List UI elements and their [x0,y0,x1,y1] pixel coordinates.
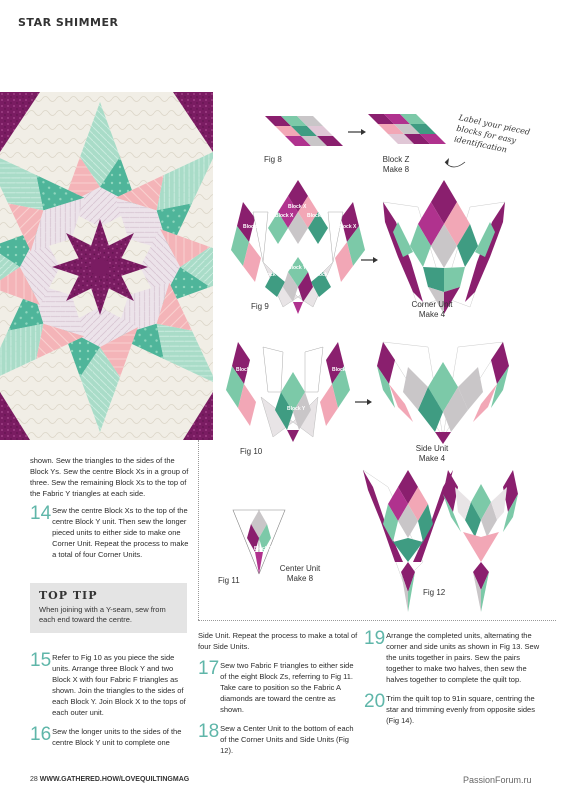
step-20: 20 Trim the quilt top to 91in square, centring the star and trimming evenly from opposite sides (Fig 14). [364,691,535,725]
fig11-caption: Center Unit Make 8 [279,564,321,583]
fig9-exploded [231,180,365,314]
divider-horizontal [198,620,556,621]
text-column-left [30,455,190,568]
block-y-label: Block Y [314,272,333,278]
block-x-label: Block X [275,213,294,219]
page-number: 28 [30,776,38,783]
fig9-label: Fig 9 [251,302,269,311]
page-footer [30,776,189,783]
footer-url[interactable]: WWW.GATHERED.HOW/LOVEQUILTINGMAG [39,776,190,783]
text-column-left-lower [30,652,190,756]
block-y-label: Block Y [262,272,281,278]
tip-title: TOP TIP [39,589,98,602]
block-x-label: Block X [307,213,326,219]
handwritten-note: Label your pieced blocks for easy identification [453,112,531,155]
block-y-label: Block Y [287,406,306,412]
step-17: 17 Sew two Fabric F triangles to either side of the eight Block Zs, referring to Fig 11. Take care to position so the Fabric A diamonds are toward the centre as shown. [198,658,354,714]
block-y-label: Block Y [288,265,307,271]
fig10-exploded [226,342,350,442]
step-18: 18 Sew a Center Unit to the bottom of each of the Corner Units and Side Units (Fig 12). [198,721,354,755]
fig8-strip [265,116,343,146]
block-z-label: Block Z [254,546,273,552]
step-16: 16 Sew the longer units to the sides of the centre Block Y unit to complete one [30,724,182,747]
step-15: 15 Refer to Fig 10 as you piece the side units. Arrange three Block Y and two Block X with four Fabric F triangles as shown. Join the triangles to the sides of each Block Y. Join Block X to the tops of each outer unit. [30,650,186,717]
fig8-block-z [368,114,446,144]
block-x-label: Block X [236,367,255,373]
block-x-label: Block X [338,224,357,230]
watermark: PassionForum.ru [463,775,532,785]
fig11-label: Fig 11 [218,576,240,585]
step-14: 14 Sew the centre Block Xs to the top of the centre Block Y unit. Then sew the longer pieced units to either side to make one Corner Unit. Repeat the process to make a total of four Corner Units. [30,503,189,559]
side-unit-continued: Side Unit. Repeat the process to make a total of four Side Units. [198,631,358,651]
block-x-label: Block X [288,204,307,210]
quilt-photo [0,92,213,440]
fig12-side [443,470,518,612]
block-x-label: Block X [332,367,351,373]
side-unit [377,342,509,444]
divider-vertical [198,440,199,620]
top-tip-box [30,583,187,633]
block-x-label: Block X [243,224,262,230]
tip-text: When joining with a Y-seam, sew from each end toward the centre. [39,605,166,624]
text-column-middle [198,630,360,764]
intro-paragraph: shown. Sew the triangles to the sides of the Block Ys. Sew the centre Block Xs in a group of three. Sew the remaining Block Xs to the top of the Fabric Y triangles at each side. [30,456,189,498]
fig8-caption: Block Z Make 8 [382,155,410,174]
section-title: STAR SHIMMER [18,16,119,29]
step-19: 19 Arrange the completed units, alternating the corner and side units as shown in Fig 13. Sew the units together in pairs. Sew the pairs together to make two halves, then sew the halves together to complete the quilt top. [364,628,540,684]
text-column-right [364,630,544,734]
corner-unit [383,180,505,314]
fig10-label: Fig 10 [240,447,263,456]
fig10-caption: Side Unit Make 4 [415,444,449,463]
fig8-label: Fig 8 [264,155,282,164]
fig9-caption: Corner Unit Make 4 [411,300,453,319]
fig12-label: Fig 12 [423,588,446,597]
